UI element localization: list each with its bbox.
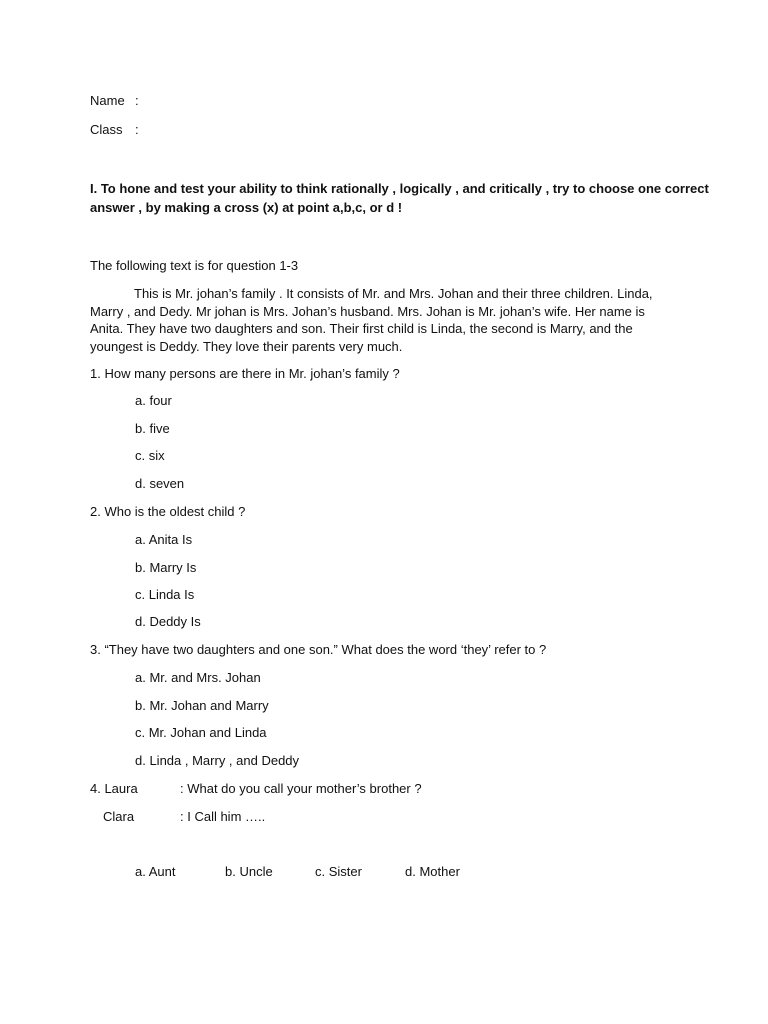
q4-option-b: b. Uncle	[225, 864, 273, 879]
reading-intro: The following text is for question 1-3	[90, 258, 299, 273]
q4-laura-line: : What do you call your mother’s brother ?	[180, 781, 422, 796]
q3-option-b: b. Mr. Johan and Marry	[135, 698, 269, 713]
instruction-line-2: answer , by making a cross (x) at point a,b,c, or d !	[90, 200, 403, 215]
q1-option-d: d. seven	[135, 476, 185, 491]
q3-option-a: a. Mr. and Mrs. Johan	[135, 670, 261, 685]
q1-option-b: b. five	[135, 421, 170, 436]
class-colon: :	[135, 122, 139, 137]
q1-option-a: a. four	[135, 393, 172, 408]
q2-option-b: b. Marry Is	[135, 560, 197, 575]
reading-passage: This is Mr. johan’s family . It consists of Mr. and Mrs. Johan and their three children. Linda, Marry , and Dedy. Mr johan is Mrs. Johan’s husband. Mrs. Johan is Mr. johan’s wife. Her name is Anita. They have two daughters and son. Their first child is Linda, the second is Marry, and the youngest is Deddy. They love their parents very much.	[90, 286, 653, 354]
question-2: 2. Who is the oldest child ?	[90, 504, 246, 519]
question-3: 3. “They have two daughters and one son.” What does the word ‘they’ refer to ?	[90, 642, 547, 657]
q2-option-a: a. Anita Is	[135, 532, 193, 547]
q4-clara-line: : I Call him …..	[180, 809, 266, 824]
class-label: Class	[90, 122, 123, 137]
q4-option-a: a. Aunt	[135, 864, 176, 879]
q3-option-d: d. Linda , Marry , and Deddy	[135, 753, 300, 768]
q4-speaker-clara: Clara	[103, 809, 135, 824]
name-label: Name	[90, 93, 125, 108]
q4-option-d: d. Mother	[405, 864, 460, 879]
q1-option-c: c. six	[135, 448, 165, 463]
q4-option-c: c. Sister	[315, 864, 362, 879]
q2-option-c: c. Linda Is	[135, 587, 195, 602]
question-1: 1. How many persons are there in Mr. johan’s family ?	[90, 366, 400, 381]
name-colon: :	[135, 93, 139, 108]
q3-option-c: c. Mr. Johan and Linda	[135, 725, 267, 740]
q4-speaker-laura: 4. Laura	[90, 781, 138, 796]
instruction-line-1: I. To hone and test your ability to think rationally , logically , and critically , try to choose one correct	[90, 181, 709, 196]
q2-option-d: d. Deddy Is	[135, 614, 201, 629]
